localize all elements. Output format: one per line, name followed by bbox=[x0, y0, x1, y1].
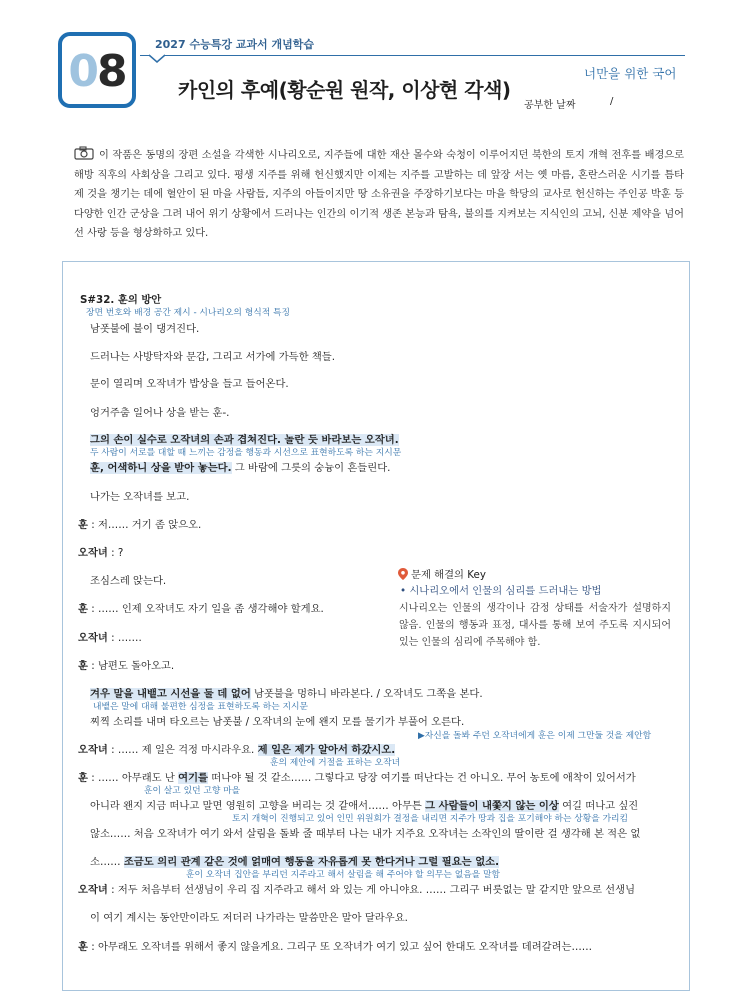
dialogue-7-cont-2: 않소…… 처음 오작녀가 여기 와서 살림을 돌봐 줄 때부터 나는 내가 지주요 오작녀는 소작인의 딸이란 걸 생각해 본 적은 없 bbox=[90, 828, 641, 840]
annotation-5: 두 사람이 서로를 대할 때 느끼는 감정을 행동과 시선으로 표현하도록 하는 지시문 bbox=[90, 448, 402, 458]
series-title: 2027 수능특강 교과서 개념학습 bbox=[155, 38, 314, 51]
speaker-hun: 훈 bbox=[78, 660, 88, 672]
key-title-text: 문제 해결의 Key bbox=[411, 569, 486, 581]
highlight-9: 겨우 말을 내뱉고 시선을 둘 데 없어 bbox=[90, 688, 251, 700]
dialogue-text: : 저…… 거기 좀 앉으오. bbox=[87, 519, 202, 531]
lesson-number-badge bbox=[58, 32, 136, 108]
key-body: 시나리오는 인물의 생각이나 감정 상태를 서술자가 설명하지 않음. 인물의 행동과 표정, 대사를 통해 보여 주도록 지시되어 있는 인물의 심리에 주목해야 함. bbox=[399, 603, 671, 648]
stage-direction-1: 남폿불에 불이 댕겨진다. bbox=[90, 323, 200, 335]
stage-direction-10: 찌찍 소리를 내며 타오르는 남폿불 / 오작녀의 눈에 왠지 모를 물기가 부풀어 오른다. bbox=[90, 716, 465, 728]
speaker-hun: 훈 bbox=[78, 772, 88, 784]
dialogue-6 bbox=[78, 741, 395, 756]
dialogue-text: : 남편도 돌아오고. bbox=[87, 660, 175, 672]
intro-paragraph bbox=[74, 146, 684, 244]
dialogue-7-cont-1 bbox=[90, 797, 638, 812]
dialogue-text: 아니라 왠지 지금 떠나고 말면 영원히 고향을 버리는 것 같애서…… 아무튼 bbox=[90, 800, 426, 812]
header-divider bbox=[140, 55, 685, 56]
key-title bbox=[398, 566, 486, 581]
dialogue-4 bbox=[78, 629, 142, 644]
dialogue-text: : …… 제 일은 걱정 마시라우요. bbox=[107, 744, 255, 756]
dialogue-7-cont-3 bbox=[90, 853, 499, 868]
annotation-10: ▶자신을 돌봐 주던 오작녀에게 훈은 이제 그만둘 것을 제안함 bbox=[418, 731, 652, 741]
highlight-13: 그 사람들이 내쫓지 않는 이상 bbox=[425, 800, 559, 812]
camera-icon bbox=[74, 146, 94, 160]
annotation-9: 내뱉은 말에 대해 불편한 심정을 표현하도록 하는 지시문 bbox=[93, 702, 309, 712]
stage-direction-6 bbox=[90, 459, 390, 474]
dialogue-text: : …… 인제 오작녀도 자기 일을 좀 생각해야 할게요. bbox=[87, 603, 324, 615]
study-date-label: 공부한 날짜 bbox=[524, 100, 576, 111]
dialogue-9 bbox=[78, 938, 592, 953]
lesson-number bbox=[62, 46, 132, 97]
stage-direction-9-rest: 남폿불을 멍하니 바라본다. / 오작녀도 그쪽을 본다. bbox=[250, 688, 483, 700]
dialogue-text: : ? bbox=[107, 547, 124, 559]
chevron-down-icon bbox=[148, 50, 172, 64]
annotation-12: 훈이 살고 있던 고향 마을 bbox=[144, 786, 241, 796]
lesson-number-eight: 8 bbox=[97, 46, 126, 97]
key-bullet: • 시나리오에서 인물의 심리를 드러내는 방법 bbox=[400, 585, 602, 597]
dialogue-text: : 아무래도 오작녀를 위해서 좋지 않을게요. 그리구 또 오작녀가 여기 있고 싶어 한대도 오작녀를 데려갈려는…… bbox=[87, 941, 593, 953]
dialogue-text: 소…… bbox=[90, 856, 124, 868]
study-date-slash: / bbox=[610, 96, 614, 107]
stage-direction-2: 드러나는 사방탁자와 문갑, 그리고 서가에 가득한 책들. bbox=[90, 351, 336, 363]
stage-direction-8: 조심스레 앉는다. bbox=[90, 575, 167, 587]
highlight-6: 훈, 어색하니 상을 받아 놓는다. bbox=[90, 462, 232, 474]
stage-direction-7: 나가는 오작녀를 보고. bbox=[90, 491, 190, 503]
dialogue-1 bbox=[78, 516, 201, 531]
dialogue-text: : 저두 처음부터 선생님이 우리 집 지주라고 해서 와 있는 게 아니야요. …… 그리구 버릇없는 말 같지만 앞으로 선생님 bbox=[107, 884, 636, 896]
speaker-ojaknyeo: 오작녀 bbox=[78, 884, 108, 896]
intro-text: 이 작품은 동명의 장편 소설을 각색한 시나리오로, 지주들에 대한 재산 몰수와 숙청이 이루어지던 북한의 토지 개혁 전후를 배경으로 해방 직후의 사회상을 그리고 있다. 평생 지주를 위해 헌신했지만 이제는 지주를 고발하는 데 앞장 서는 옛 마름, 혼란스러운 시기를 틈타 제 것을 챙기는 데에 혈안이 된 마을 사람들, 지주의 아들이지만 땅 소유권을 주장하기보다는 마을 학당의 교사로 헌신하는 주인공 박훈 등 다양한 인간 군상을 그려 내어 위기 상황에서 드러나는 인간의 이기적 생존 본능과 탐욕, 불의를 지켜보는 지식인의 고뇌, 신분 제약을 넘어선 사랑 등을 형상화하고 있다. bbox=[74, 150, 684, 239]
annotation-13: 토지 개혁이 진행되고 있어 인민 위원회가 결정을 내리면 지주가 땅과 집을 포기해야 하는 상황을 가리킴 bbox=[232, 814, 629, 824]
scene-heading: S#32. 훈의 방안 bbox=[80, 294, 162, 306]
dialogue-text-rest: 떠나야 될 것 같소…… 그렇다고 당장 여기를 떠난다는 건 아니오. 무어 농토에 애착이 있어서가 bbox=[207, 772, 636, 784]
dialogue-8-cont: 이 여기 계시는 동안만이라도 저더러 나가라는 말씀만은 말아 달라우요. bbox=[90, 912, 408, 924]
stage-direction-6-rest: 그 바람에 그릇의 숭늉이 흔들린다. bbox=[231, 462, 391, 474]
highlight-12: 여기를 bbox=[178, 772, 208, 784]
dialogue-2 bbox=[78, 544, 123, 559]
dialogue-3 bbox=[78, 600, 324, 615]
highlight-5: 그의 손이 실수로 오작녀의 손과 겹쳐진다. 놀란 듯 바라보는 오작녀. bbox=[90, 434, 399, 446]
stage-direction-4: 엉거주춤 일어나 상을 받는 훈-. bbox=[90, 407, 230, 419]
speaker-ojaknyeo: 오작녀 bbox=[78, 547, 108, 559]
stage-direction-3: 문이 열리며 오작녀가 밥상을 들고 들어온다. bbox=[90, 378, 289, 390]
speaker-ojaknyeo: 오작녀 bbox=[78, 744, 108, 756]
annotation-11: 훈의 제안에 거절을 표하는 오작녀 bbox=[270, 758, 401, 768]
speaker-hun: 훈 bbox=[78, 941, 88, 953]
scene-note: 장면 번호와 배경 공간 제시 - 시나리오의 형식적 특징 bbox=[86, 308, 290, 318]
speaker-hun: 훈 bbox=[78, 519, 88, 531]
dialogue-text-rest: 여길 떠나고 싶진 bbox=[558, 800, 639, 812]
page-title: 카인의 후예(황순원 원작, 이상현 각색) bbox=[178, 78, 511, 102]
dialogue-5 bbox=[78, 657, 174, 672]
dialogue-7 bbox=[78, 769, 636, 784]
highlight-11: 제 일은 제가 알아서 하갔시오. bbox=[257, 744, 396, 756]
stage-direction-5 bbox=[90, 431, 399, 446]
stage-direction-9 bbox=[90, 685, 483, 700]
highlight-15: 조금도 의리 관계 같은 것에 얽매여 행동을 자유롭게 못 한다거나 그럴 필요는 없소. bbox=[123, 856, 499, 868]
dialogue-text: : …… 아무래도 난 bbox=[87, 772, 179, 784]
subject-label: 너만을 위한 국어 bbox=[584, 66, 677, 81]
location-pin-icon bbox=[398, 568, 408, 580]
annotation-15: 훈이 오작녀 집안을 부리던 지주라고 해서 살림을 해 주어야 할 의무는 없음을 말함 bbox=[186, 870, 500, 880]
speaker-hun: 훈 bbox=[78, 603, 88, 615]
lesson-number-zero: 0 bbox=[68, 46, 97, 97]
speaker-ojaknyeo: 오작녀 bbox=[78, 632, 108, 644]
dialogue-8 bbox=[78, 881, 635, 896]
dialogue-text: : ……. bbox=[107, 632, 142, 644]
